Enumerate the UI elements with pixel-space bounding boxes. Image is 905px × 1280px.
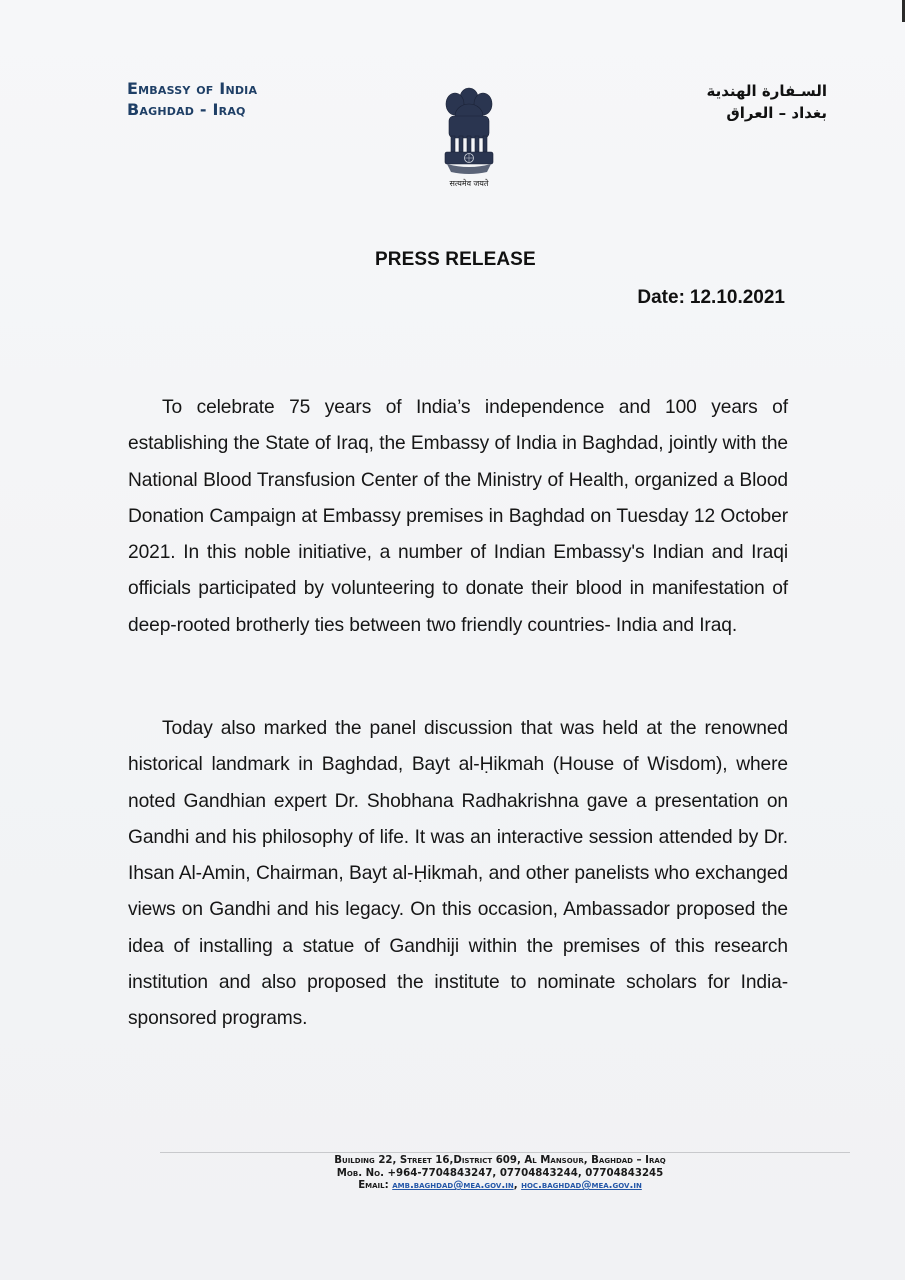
embassy-name: Embassy of India [127,79,258,98]
embassy-letterhead-arabic [707,80,828,124]
embassy-letterhead-english [127,78,257,120]
footer-address: Building 22, Street 16,District 609, Al Mansour, Baghdad – Iraq [334,1155,666,1166]
paragraph-text: To celebrate 75 years of India’s independence and 100 years of establishing the State of Iraq, the Embassy of India in Baghdad, jointly with the National Blood Transfusion Center of the Ministry of Health, organized a Blood Donation Campaign at Embassy premises in Baghdad on Tuesday 12 October 2021. In this noble initiative, a number of Indian Embassy's Indian and Iraqi officials participated by volunteering to donate their blood in manifestation of deep-rooted brotherly ties between two friendly countries- India and Iraq. [128,397,788,636]
date-label: Date: [637,287,685,308]
email-label: Email: [358,1180,389,1191]
footer-contact [250,1155,750,1193]
email-link-hoc[interactable]: hoc.baghdad@mea.gov.in [521,1180,642,1191]
paragraph-text: Today also marked the panel discussion that was held at the renowned historical landmark in Baghdad, Bayt al-Ḥikmah (House of Wisdom), where noted Gandhian expert Dr. Shobhana Radhakrishna gave a presentation on Gandhi and his philosophy of life. It was an interactive session attended by Dr. Ihsan Al-Amin, Chairman, Bayt al-Ḥikmah, and other panelists who exchanged views on Gandhi and his legacy. On this occasion, Ambassador proposed the idea of installing a statue of Gandhiji within the premises of this research institution and also proposed the institute to nominate scholars for India-sponsored programs. [128,718,788,1030]
page-title: PRESS RELEASE [375,249,536,270]
body-paragraph-1 [128,390,788,644]
footer-divider [160,1152,850,1153]
body-paragraph-2 [128,711,788,1038]
date-value: 12.10.2021 [689,287,785,308]
embassy-location: Baghdad - Iraq [127,100,246,119]
ashoka-lion-capital-icon [435,82,503,192]
emblem-motto: सत्यमेव जयते [449,179,489,188]
email-separator: , [513,1180,518,1191]
embassy-name-arabic: السـفارة الهندية [706,82,827,100]
embassy-location-arabic: بغداد – العراق [726,104,827,122]
footer-email-row [250,1180,750,1193]
release-date [637,287,785,309]
email-link-ambassador[interactable]: amb.baghdad@mea.gov.in [392,1180,514,1191]
footer-mobile: Mob. No. +964-7704843247, 07704843244, 07704843245 [336,1167,664,1179]
